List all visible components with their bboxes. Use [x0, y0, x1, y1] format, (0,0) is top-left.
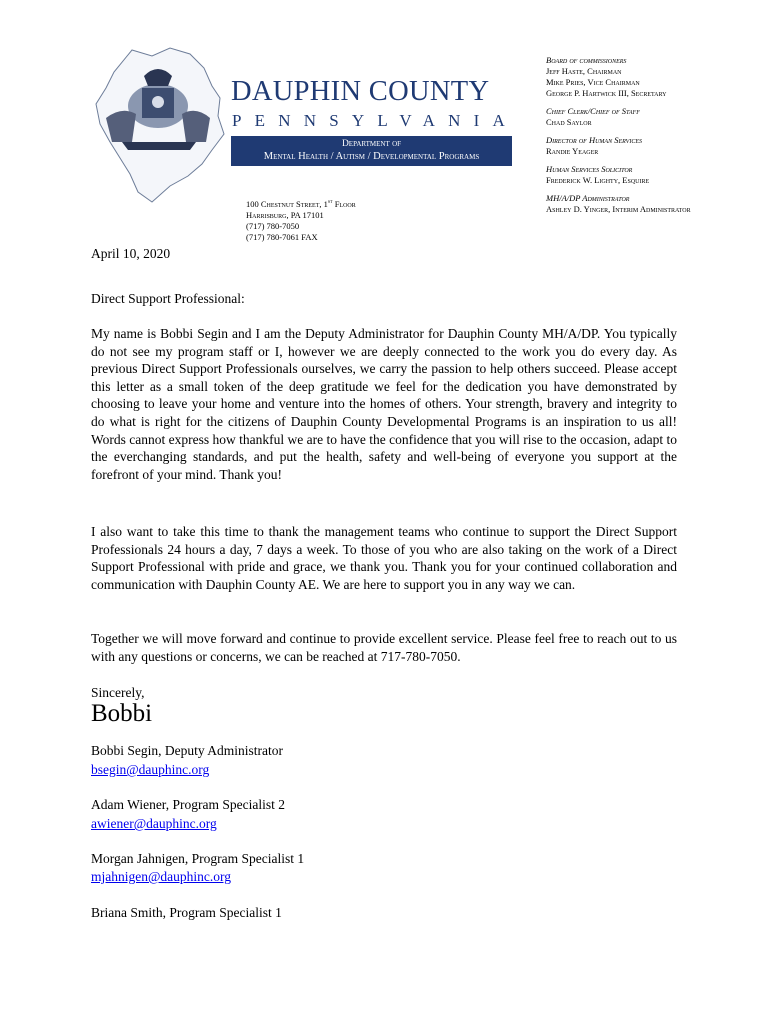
- contact-email-link[interactable]: mjahnigen@dauphinc.org: [91, 869, 232, 884]
- county-name: DAUPHIN COUNTY: [231, 76, 490, 107]
- paragraph-3: Together we will move forward and continue to provide excellent service. Please feel free to reach out to us with any questions or concerns, we can be reached at 717-780-7050.: [91, 631, 677, 664]
- closing: Sincerely,: [91, 685, 145, 700]
- phone-number: (717) 780-7050: [246, 220, 300, 231]
- department-label: Department of: [341, 139, 402, 149]
- address-city: Harrisburg, PA 17101: [246, 209, 324, 220]
- administrator: Ashley D. Yinger, Interim Administrator: [546, 204, 691, 214]
- board-listing: [546, 55, 756, 215]
- salutation: Direct Support Professional:: [91, 291, 245, 306]
- floor-superscript: st: [327, 199, 333, 205]
- paragraph-2: I also want to take this time to thank the management teams who continue to support the Direct Support Professionals 24 hours a day, 7 days a week. To those of you who are also taking on the work of a Direct Support Professional with pride and grace, we thank you. Thank you for your continued collaboration and communication with Dauphin County AE. We are here to support you in any way we can.: [91, 524, 677, 592]
- contact-name: Adam Wiener, Program Specialist 2: [91, 797, 285, 812]
- signature: Bobbi: [91, 700, 153, 727]
- letter-date: April 10, 2020: [91, 246, 171, 261]
- contact-email-link[interactable]: bsegin@dauphinc.org: [91, 762, 210, 777]
- commissioner: George P. Hartwick III, Secretary: [546, 88, 667, 98]
- address-street: 100 Chestnut Street, 1st Floor: [246, 198, 356, 209]
- address-block: [246, 197, 356, 243]
- department-programs: Mental Health / Autism / Developmental Programs: [263, 151, 480, 162]
- chief-clerk: Chad Saylor: [546, 117, 592, 127]
- contact-name: Bobbi Segin, Deputy Administrator: [91, 743, 283, 758]
- department-banner: [231, 136, 512, 166]
- contact-email-link[interactable]: awiener@dauphinc.org: [91, 816, 217, 831]
- commissioners-heading: Board of commissioners: [546, 55, 627, 65]
- contact-name: Briana Smith, Program Specialist 1: [91, 905, 282, 920]
- director: Randie Yeager: [546, 146, 599, 156]
- state-name: PENNSYLVANIA: [232, 111, 518, 130]
- contact-name: Morgan Jahnigen, Program Specialist 1: [91, 851, 305, 866]
- paragraph-1: My name is Bobbi Segin and I am the Deputy Administrator for Dauphin County MH/A/DP. You typically do not see my program staff or I, however we are deeply connected to the work you do every day. As previous Direct Support Professionals ourselves, we carry the passion to help others succeed. Please accept this letter as a small token of the deep gratitude we feel for the dedication you have demonstrated by choosing to leave your home and venture into the homes of others. Your strength, bravery and integrity to do what is right for the citizens of Dauphin County Developmental Programs is an inspiration to us all! Words cannot express how thankful we are to have the confidence that you will rise to the occasion, adapt to the everchanging standards, and put the health, safety and well-being of everyone you support at the forefront of your mind. Thank you!: [91, 326, 677, 482]
- chief-clerk-heading: Chief Clerk/Chief of Staff: [546, 106, 640, 116]
- administrator-heading: MH/A/DP Administrator: [546, 193, 630, 203]
- director-heading: Director of Human Services: [546, 135, 643, 145]
- dauphin-county-seal: [92, 46, 226, 204]
- solicitor: Frederick W. Lighty, Esquire: [546, 175, 650, 185]
- fax-number: (717) 780-7061 FAX: [246, 231, 318, 242]
- commissioner: Mike Pries, Vice Chairman: [546, 77, 640, 87]
- commissioner: Jeff Haste, Chairman: [546, 66, 622, 76]
- solicitor-heading: Human Services Solicitor: [546, 164, 633, 174]
